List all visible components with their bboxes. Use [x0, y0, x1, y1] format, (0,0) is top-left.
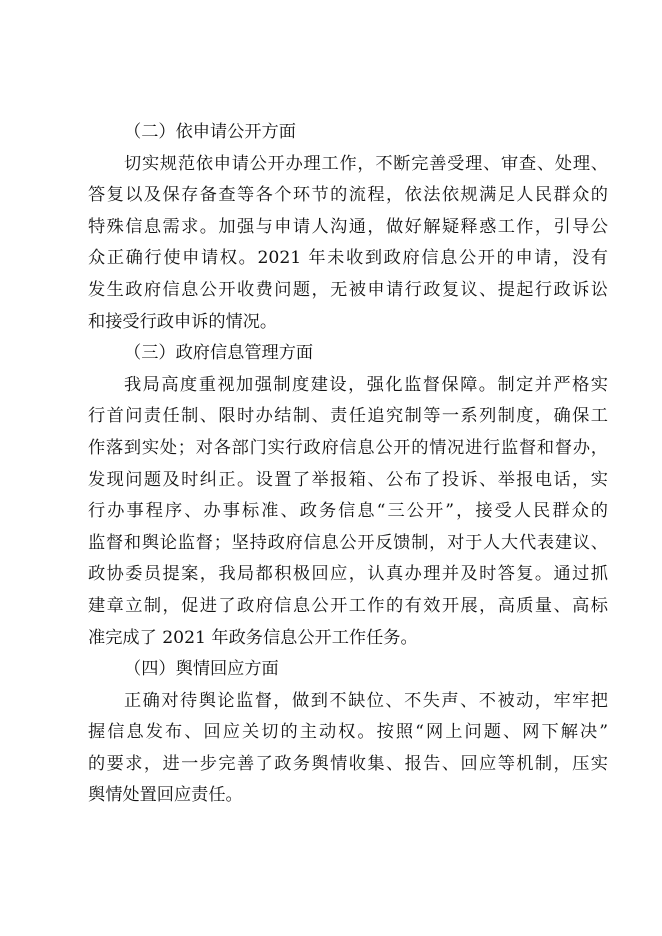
paragraph-line: 我局高度重视加强制度建设，强化监督保障。制定并严格实: [124, 374, 608, 395]
paragraph-line: 答复以及保存备查等各个环节的流程，依法依规满足人民群众的: [88, 185, 608, 206]
paragraph-line: 切实规范依申请公开办理工作，不断完善受理、审查、处理、: [124, 153, 608, 174]
section-paragraph-application: [88, 149, 608, 339]
paragraph-line: 发生政府信息公开收费问题，无被申请行政复议、提起行政诉讼: [88, 279, 608, 300]
paragraph-line: 行办事程序、办事标准、政务信息“三公开”，接受人民群众的: [88, 501, 608, 522]
paragraph-line: 的要求，进一步完善了政务舆情收集、报告、回应等机制，压实: [88, 753, 608, 774]
paragraph-line: 特殊信息需求。加强与申请人沟通，做好解疑释惑工作，引导公: [88, 216, 608, 237]
section-paragraph-management: [88, 370, 608, 654]
paragraph-line: 和接受行政申诉的情况。: [88, 311, 278, 332]
section-heading-public-opinion: （四）舆情回应方面: [124, 659, 279, 680]
section-heading-management: （三）政府信息管理方面: [124, 343, 314, 364]
document-body: [88, 117, 608, 812]
paragraph-line: 行首问责任制、限时办结制、责任追究制等一系列制度，确保工: [88, 406, 608, 427]
section-heading-application: （二）依申请公开方面: [124, 122, 296, 142]
paragraph-line: 握信息发布、回应关切的主动权。按照“网上问题、网下解决”: [88, 722, 608, 743]
paragraph-line: 舆情处置回应责任。: [88, 785, 243, 806]
section-paragraph-public-opinion: [88, 686, 608, 812]
paragraph-line: 作落到实处；对各部门实行政府信息公开的情况进行监督和督办，: [88, 437, 608, 458]
paragraph-line: 正确对待舆论监督，做到不缺位、不失声、不被动，牢牢把: [124, 690, 608, 711]
paragraph-line: 众正确行使申请权。2021 年未收到政府信息公开的申请，没有: [88, 248, 608, 269]
paragraph-line: 监督和舆论监督；坚持政府信息公开反馈制，对于人大代表建议、: [88, 532, 608, 553]
paragraph-line: 政协委员提案，我局都积极回应，认真办理并及时答复。通过抓: [88, 564, 608, 585]
paragraph-line: 建章立制，促进了政府信息公开工作的有效开展，高质量、高标: [88, 595, 608, 616]
paragraph-line: 发现问题及时纠正。设置了举报箱、公布了投诉、举报电话，实: [88, 469, 608, 490]
paragraph-line: 准完成了 2021 年政务信息公开工作任务。: [88, 627, 418, 648]
